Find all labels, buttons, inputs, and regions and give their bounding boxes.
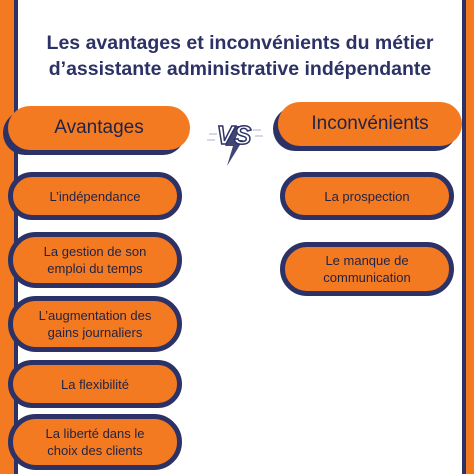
title-line-1: Les avantages et inconvénients du métier [46,32,434,54]
avantage-item-augmentation-gains: L’augmentation des gains journaliers [8,296,182,352]
avantages-header: Avantages [8,106,190,150]
left-border-decoration [0,0,18,474]
right-border-decoration [462,0,474,474]
avantage-item-independance: L’indépendance [8,172,182,220]
inconvenients-header: Inconvénients [278,102,462,146]
vs-label: VS [216,120,252,150]
vs-icon [203,104,265,170]
avantage-item-gestion-emploi-du-temps: La gestion de son emploi du temps [8,232,182,288]
inconvenient-item-prospection: La prospection [280,172,454,220]
title-line-2: d’assistante administrative indépendante [48,58,432,80]
page-title [20,30,460,82]
inconvenient-item-manque-communication: Le manque de communication [280,242,454,296]
avantage-item-flexibilite: La flexibilité [8,360,182,408]
avantage-item-liberte-choix-clients: La liberté dans le choix des clients [8,414,182,470]
